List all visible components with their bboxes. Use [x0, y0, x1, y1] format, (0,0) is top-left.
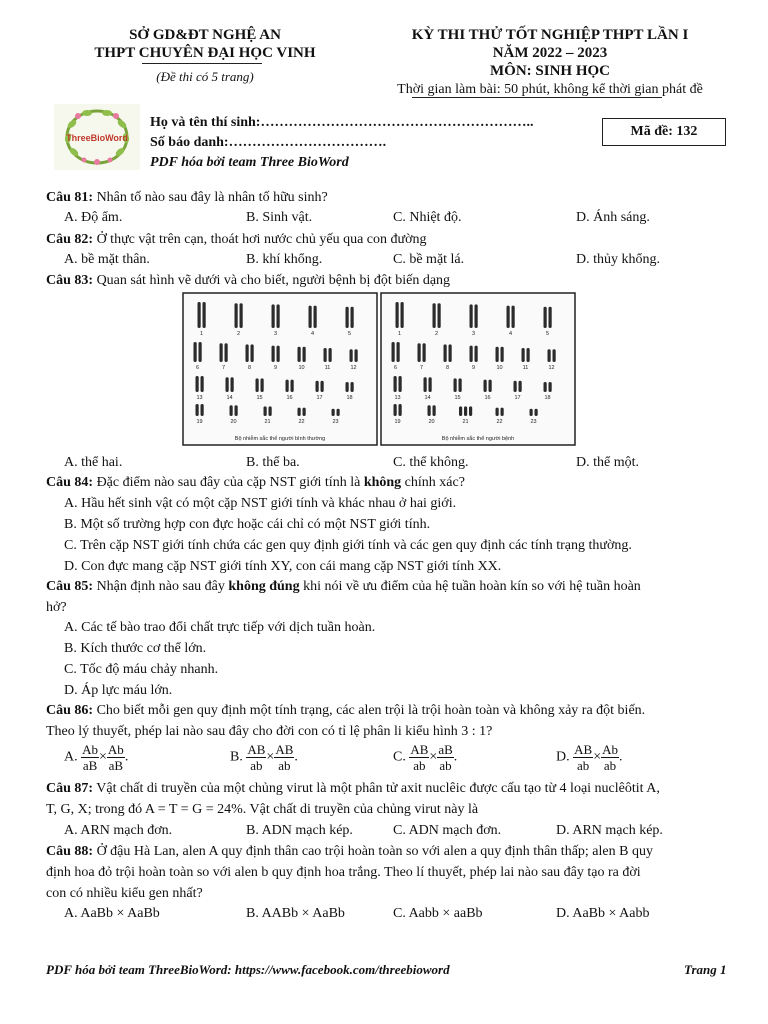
chromosome — [549, 382, 552, 392]
chromosome — [514, 381, 517, 392]
q86-option-a[interactable]: A. $\frac{Ab}{aB}$ × $\frac{Ab}{aB}$ . — [64, 742, 129, 773]
chromosome — [438, 303, 441, 328]
chromosome — [246, 344, 249, 362]
svg-text:ThreeBioWord: ThreeBioWord — [66, 133, 128, 143]
exam-subject: MÔN: SINH HỌC — [490, 63, 610, 79]
chromosome-number-label: 3 — [273, 331, 278, 337]
chromosome — [423, 343, 426, 362]
q82-option-c[interactable]: C. bề mặt lá. — [393, 252, 465, 267]
question-87: Câu 87: Vật chất di truyền của một chủng virut là một phân tử axit nuclêic được cấu tạo từ 4 loại nuclêôtit A, — [46, 781, 660, 796]
chromosome — [507, 306, 510, 328]
chromosome-number-label: 15 — [454, 395, 461, 401]
q87-option-b[interactable]: B. ADN mạch kép. — [246, 823, 353, 838]
chromosome — [309, 306, 312, 328]
chromosome — [324, 348, 327, 362]
chromosome-number-label: 8 — [247, 365, 252, 371]
chromosome — [501, 408, 504, 416]
threebioword-logo — [54, 104, 140, 170]
q87-option-d[interactable]: D. ARN mạch kép. — [556, 823, 663, 838]
chromosome — [418, 343, 421, 362]
chromosome-number-label: 17 — [316, 395, 323, 401]
chromosome — [199, 342, 202, 362]
chromosome-number-label: 14 — [226, 395, 233, 401]
chromosome — [484, 380, 487, 392]
chromosome-number-label: 9 — [273, 365, 278, 371]
chromosome — [433, 303, 436, 328]
chromosome — [201, 404, 204, 416]
karyotype-figure — [182, 292, 576, 447]
q81-option-c[interactable]: C. Nhiệt độ. — [393, 210, 462, 225]
q81-option-d[interactable]: D. Ánh sáng. — [576, 210, 650, 225]
chromosome — [321, 381, 324, 392]
chromosome-number-label: 7 — [221, 365, 226, 371]
chromosome — [355, 349, 358, 362]
chromosome — [433, 405, 436, 416]
chromosome-number-label: 23 — [332, 419, 339, 425]
chromosome-number-label: 7 — [419, 365, 424, 371]
chromosome — [235, 303, 238, 328]
chromosome — [512, 306, 515, 328]
q83-option-d[interactable]: D. thể một. — [576, 455, 639, 470]
chromosome — [196, 404, 199, 416]
chromosome-number-label: 3 — [471, 331, 476, 337]
pages-note: (Đề thi có 5 trang) — [156, 69, 254, 84]
chromosome-number-label: 13 — [394, 395, 401, 401]
chromosome — [316, 381, 319, 392]
question-87-line2: T, G, X; trong đó A = T = G = 24%. Vật chất di truyền của chủng virut này là — [46, 802, 479, 817]
question-86-line2: Theo lý thuyết, phép lai nào sau đây cho đời con có tỉ lệ phân li kiểu hình 3 : 1? — [46, 724, 493, 739]
chromosome — [549, 307, 552, 328]
chromosome — [201, 376, 204, 392]
chromosome — [198, 302, 201, 328]
chromosome-number-label: 12 — [350, 365, 357, 371]
caption-normal: Bộ nhiễm sắc thể người bình thường — [234, 436, 326, 442]
chromosome — [424, 377, 427, 392]
q81-option-a[interactable]: A. Độ ẩm. — [64, 210, 123, 225]
chromosome — [220, 343, 223, 362]
chromosome — [475, 346, 478, 362]
candidate-name-line: Họ và tên thí sinh:………………………………………………….. — [150, 115, 534, 130]
chromosome — [231, 377, 234, 392]
chromosome — [272, 346, 275, 362]
question-84: Câu 84: Đặc điểm nào sau đây của cặp NST giới tính là không chính xác? — [46, 475, 465, 490]
chromosome-number-label: 10 — [496, 365, 503, 371]
department-name: SỞ GD&ĐT NGHỆ AN — [129, 27, 281, 43]
q82-option-b[interactable]: B. khí khổng. — [246, 252, 323, 267]
q85-option-a[interactable]: A. Các tế bào trao đổi chất trực tiếp với dịch tuần hoàn. — [64, 620, 376, 635]
chromosome-number-label: 6 — [195, 365, 200, 371]
q88-option-a[interactable]: A. AaBb × AaBb — [64, 906, 160, 921]
chromosome-number-label: 5 — [545, 331, 550, 337]
chromosome-number-label: 1 — [199, 331, 204, 337]
chromosome — [544, 382, 547, 392]
chromosome-number-label: 6 — [393, 365, 398, 371]
question-88: Câu 88: Ở đậu Hà Lan, alen A quy định thân cao trội hoàn toàn so với alen a quy định thân thấp; alen B quy — [46, 844, 653, 859]
chromosome — [401, 302, 404, 328]
chromosome-number-label: 10 — [298, 365, 305, 371]
chromosome — [399, 404, 402, 416]
chromosome-number-label: 23 — [530, 419, 537, 425]
question-83: Câu 83: Quan sát hình vẽ dưới và cho biết, người bệnh bị đột biến dạng — [46, 273, 451, 288]
chromosome — [235, 405, 238, 416]
chromosome-number-label: 1 — [397, 331, 402, 337]
chromosome — [226, 377, 229, 392]
question-88-line2: định hoa đỏ trội hoàn toàn so với alen b quy định hoa trắng. Theo lí thuyết, phép lai nào sau đây tạo ra đời — [46, 865, 641, 880]
chromosome-number-label: 9 — [471, 365, 476, 371]
chromosome — [251, 344, 254, 362]
chromosome — [314, 306, 317, 328]
chromosome — [553, 349, 556, 362]
chromosome — [501, 347, 504, 362]
chromosome — [496, 347, 499, 362]
chromosome — [475, 304, 478, 328]
chromosome-number-label: 4 — [310, 331, 315, 337]
q86-option-c[interactable]: C. $\frac{AB}{ab}$ × $\frac{aB}{ab}$ . — [393, 742, 458, 773]
q83-option-a[interactable]: A. thể hai. — [64, 455, 123, 470]
candidate-id-line: Số báo danh:……………………………. — [150, 135, 387, 150]
wreath-icon — [54, 104, 140, 170]
exam-code-box: Mã đề: 132 — [602, 118, 726, 146]
chromosome — [351, 307, 354, 328]
exam-year: NĂM 2022 – 2023 — [492, 45, 608, 61]
question-85: Câu 85: Nhận định nào sau đây không đúng khi nói về ưu điểm của hệ tuần hoàn kín so với hệ tuần hoàn — [46, 579, 641, 594]
chromosome — [470, 304, 473, 328]
chromosome-number-label: 16 — [484, 395, 491, 401]
caption-patient: Bộ nhiễm sắc thể người bệnh — [441, 436, 515, 442]
page-number: Trang 1 — [684, 962, 727, 977]
question-85-line2: hở? — [46, 600, 67, 615]
chromosome-number-label: 19 — [394, 419, 401, 425]
chromosome — [449, 344, 452, 362]
q86-option-b[interactable]: B. $\frac{AB}{ab}$ × $\frac{AB}{ab}$ . — [230, 742, 298, 773]
header-right — [370, 26, 730, 99]
header-right-rule — [412, 97, 662, 98]
chromosome — [394, 376, 397, 392]
chromosome-number-label: 12 — [548, 365, 555, 371]
q84-option-c[interactable]: C. Trên cặp NST giới tính chứa các gen quy định giới tính và các gen quy định các tính trạng thường. — [64, 538, 632, 553]
chromosome-number-label: 21 — [462, 419, 469, 425]
chromosome — [428, 405, 431, 416]
header-left-rule — [142, 63, 262, 64]
chromosome-number-label: 17 — [514, 395, 521, 401]
q88-option-b[interactable]: B. AABb × AaBb — [246, 906, 345, 921]
chromosome — [548, 349, 551, 362]
chromosome — [459, 378, 462, 392]
chromosome — [464, 406, 467, 416]
chromosome — [399, 376, 402, 392]
question-86: Câu 86: Cho biết mỗi gen quy định một tính trạng, các alen trội là trội hoàn toàn và không xảy ra đột biến. — [46, 703, 646, 718]
chromosome — [261, 378, 264, 392]
footer-credit: PDF hóa bởi team ThreeBioWord: https://www.facebook.com/threebioword — [46, 962, 450, 977]
chromosome — [454, 378, 457, 392]
chromosome — [496, 408, 499, 416]
chromosome — [351, 382, 354, 392]
chromosome-number-label: 19 — [196, 419, 203, 425]
chromosome-number-label: 11 — [522, 365, 529, 371]
chromosome — [544, 307, 547, 328]
chromosome — [397, 342, 400, 362]
chromosome-number-label: 11 — [324, 365, 331, 371]
chromosome — [298, 408, 301, 416]
chromosome — [286, 380, 289, 392]
chromosome — [196, 376, 199, 392]
chromosome — [346, 307, 349, 328]
chromosome-number-label: 18 — [346, 395, 353, 401]
student-info — [150, 113, 533, 173]
chromosome — [303, 347, 306, 362]
chromosome — [277, 346, 280, 362]
chromosome — [277, 304, 280, 328]
q85-option-c[interactable]: C. Tốc độ máu chảy nhanh. — [64, 662, 219, 677]
chromosome-number-label: 21 — [264, 419, 271, 425]
q81-option-b[interactable]: B. Sinh vật. — [246, 210, 313, 225]
chromosome-number-label: 18 — [544, 395, 551, 401]
chromosome — [392, 342, 395, 362]
chromosome — [291, 380, 294, 392]
q85-option-d[interactable]: D. Áp lực máu lớn. — [64, 683, 173, 698]
header-left — [40, 26, 370, 86]
q86-option-d[interactable]: D. $\frac{AB}{ab}$ × $\frac{Ab}{ab}$ . — [556, 742, 623, 773]
chromosome — [203, 302, 206, 328]
chromosome — [469, 406, 472, 416]
chromosome — [272, 304, 275, 328]
q84-option-d[interactable]: D. Con đực mang cặp NST giới tính XY, con cái mang cặp NST giới tính XX. — [64, 559, 502, 574]
chromosome-number-label: 4 — [508, 331, 513, 337]
q83-option-b[interactable]: B. thể ba. — [246, 455, 300, 470]
chromosome — [194, 342, 197, 362]
chromosome — [527, 348, 530, 362]
chromosome — [230, 405, 233, 416]
question-88-line3: con có nhiều kiểu gen nhất? — [46, 886, 203, 901]
chromosome — [225, 343, 228, 362]
chromosome — [459, 406, 462, 416]
chromosome-number-label: 22 — [496, 419, 503, 425]
chromosome — [256, 378, 259, 392]
q84-option-a[interactable]: A. Hầu hết sinh vật có một cặp NST giới tính và khác nhau ở hai giới. — [64, 496, 457, 511]
chromosome-number-label: 16 — [286, 395, 293, 401]
chromosome — [298, 347, 301, 362]
q87-option-c[interactable]: C. ADN mạch đơn. — [393, 823, 502, 838]
chromosome — [240, 303, 243, 328]
q83-option-c[interactable]: C. thể không. — [393, 455, 469, 470]
chromosome — [429, 377, 432, 392]
school-name: THPT CHUYÊN ĐẠI HỌC VINH — [94, 45, 316, 61]
q88-option-c[interactable]: C. Aabb × aaBb — [393, 906, 483, 921]
chromosome — [303, 408, 306, 416]
chromosome — [350, 349, 353, 362]
chromosome — [394, 404, 397, 416]
chromosome — [519, 381, 522, 392]
question-82: Câu 82: Ở thực vật trên cạn, thoát hơi nước chủ yếu qua con đường — [46, 232, 427, 247]
q82-option-d[interactable]: D. thủy khổng. — [576, 252, 660, 267]
credit-line: PDF hóa bởi team Three BioWord — [150, 155, 349, 170]
q82-option-a[interactable]: A. bề mặt thân. — [64, 252, 150, 267]
chromosome-number-label: 20 — [230, 419, 237, 425]
chromosome — [396, 302, 399, 328]
chromosome — [522, 348, 525, 362]
q87-option-a[interactable]: A. ARN mạch đơn. — [64, 823, 173, 838]
chromosome — [337, 409, 340, 416]
chromosome-number-label: 20 — [428, 419, 435, 425]
chromosome-number-label: 14 — [424, 395, 431, 401]
chromosome — [444, 344, 447, 362]
chromosome — [264, 406, 267, 416]
chromosome-number-label: 8 — [445, 365, 450, 371]
q88-option-d[interactable]: D. AaBb × Aabb — [556, 906, 650, 921]
q85-option-b[interactable]: B. Kích thước cơ thể lớn. — [64, 641, 207, 656]
chromosome — [535, 409, 538, 416]
chromosome-number-label: 2 — [434, 331, 439, 337]
chromosome-number-label: 2 — [236, 331, 241, 337]
chromosome-number-label: 22 — [298, 419, 305, 425]
chromosome-number-label: 15 — [256, 395, 263, 401]
chromosome — [329, 348, 332, 362]
chromosome-number-label: 5 — [347, 331, 352, 337]
exam-duration: Thời gian làm bài: 50 phút, không kể thời gian phát đề — [397, 82, 703, 97]
chromosome — [530, 409, 533, 416]
chromosome-number-label: 13 — [196, 395, 203, 401]
chromosome — [346, 382, 349, 392]
q84-option-b[interactable]: B. Một số trường hợp con đực hoặc cái chỉ có một NST giới tính. — [64, 517, 431, 532]
exam-title: KỲ THI THỬ TỐT NGHIỆP THPT LẦN I — [411, 27, 689, 43]
question-81: Câu 81: Nhân tố nào sau đây là nhân tố hữu sinh? — [46, 190, 328, 205]
chromosome — [489, 380, 492, 392]
chromosome — [470, 346, 473, 362]
chromosome — [269, 406, 272, 416]
chromosome — [332, 409, 335, 416]
